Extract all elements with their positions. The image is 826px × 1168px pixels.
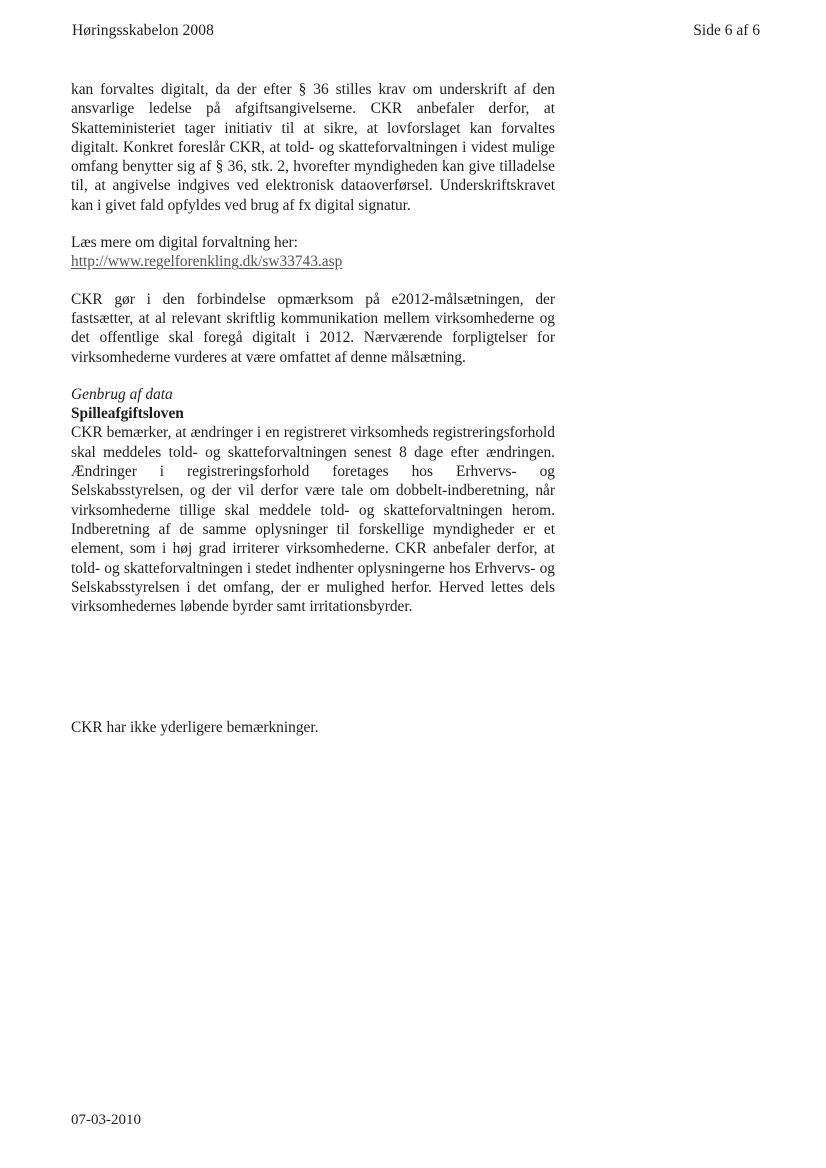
read-more-label: Læs mere om digital forvaltning her: [71, 234, 298, 252]
document-body [71, 80, 555, 616]
paragraph-e2012: CKR gør i den forbindelse opmærksom på e2012-målsætningen, der fastsætter, at al relevant skriftlig kommunikation mellem virksomhederne og det offentlige skal foregå digitalt i 2012. Nærværende forpligtelser for virksomhederne vurderes at være omfattet af denne målsætning. [71, 290, 555, 366]
footer-date: 07-03-2010 [71, 1112, 141, 1128]
read-more-link[interactable]: http://www.regelforenkling.dk/sw33743.asp [71, 253, 343, 271]
document-header-title: Høringsskabelon 2008 [72, 22, 214, 39]
paragraph-digital-administration: kan forvaltes digitalt, da der efter § 36 stilles krav om underskrift af den ansvarlige ledelse på afgiftsangivelserne. CKR anbefaler derfor, at Skatteministeriet tager initiativ til at sikre, at lovforslaget kan forvaltes digitalt. Konkret foreslår CKR, at told- og skatteforvaltningen i videst mulige omfang benytter sig af § 36, stk. 2, hvorefter myndigheden kan give tilladelse til, at angivelse indgives ved elektronisk dataoverførsel. Underskriftskravet kan i givet fald opfyldes ved brug af fx digital signatur. [71, 81, 555, 214]
section-heading: Genbrug af data [71, 385, 173, 403]
paragraph-registration-changes: CKR bemærker, at ændringer i en registreret virksomheds registreringsforhold skal meddeles told- og skatteforvaltningen senest 8 dage efter ændringen. Ændringer i registreringsforhold foretages hos Erhvervs- og Selskabsstyrelsen, og der vil derfor være tale om dobbelt-indberetning, når virksomhederne tillige skal meddele told- og skatteforvaltningen herom. Indberetning af de samme oplysninger til forskellige myndigheder er et element, som i høj grad irriterer virksomhederne. CKR anbefaler derfor, at told- og skatteforvaltningen i stedet indhenter oplysningerne hos Erhvervs- og Selskabsstyrelsen i det omfang, der er mulighed herfor. Herved lettes dels virksomhedernes løbende byrder samt irritationsbyrder. [71, 424, 555, 616]
subsection-heading: Spilleafgiftsloven [71, 405, 184, 423]
closing-remark: CKR har ikke yderligere bemærkninger. [71, 719, 319, 736]
page-indicator: Side 6 af 6 [693, 22, 760, 39]
